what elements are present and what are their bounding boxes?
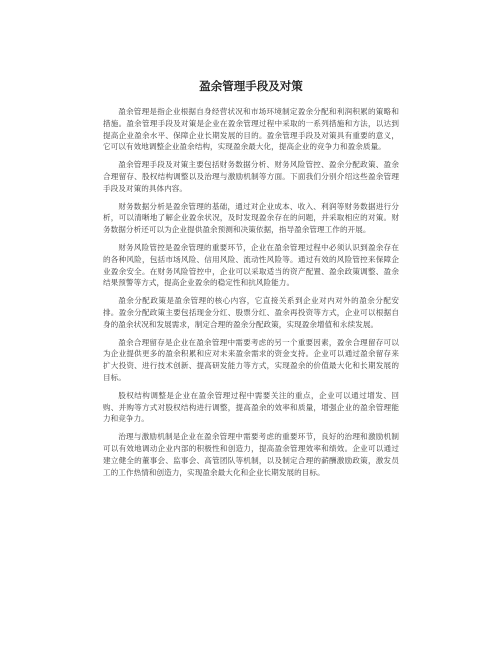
paragraph-5: 盈余分配政策是盈余管理的核心内容，它直接关系到企业对内对外的盈余分配安排。盈余分配政策主要包括现金分红、股票分红、盈余再投资等方式，企业可以根据自身的盈余状况和发展需求，制定合理的盈余分配政策，实现盈余增值和永续发展。 [103, 296, 399, 329]
document-title: 盈余管理手段及对策 [199, 79, 303, 93]
paragraph-8: 治理与激励机制是企业在盈余管理中需要考虑的重要环节，良好的治理和激励机制可以有效地调动企业内部的积极性和创造力，提高盈余管理效率和绩效。企业可以通过建立健全的董事会、监事会、高管团队等机制，以及制定合理的薪酬激励政策，激发员工的工作热情和创造力，实现盈余最大化和企业长期发展的目标。 [103, 432, 399, 477]
paragraph-4: 财务风险管控是盈余管理的重要环节，企业在盈余管理过程中必须认识到盈余存在的各种风险，包括市场风险、信用风险、流动性风险等。通过有效的风险管控来保障企业盈余安全。在财务风险管控中，企业可以采取适当的资产配置、盈余政策调整、盈余结果预警等方式，提高企业盈余的稳定性和抗风险能力。 [103, 242, 399, 288]
paragraph-7: 股权结构调整是企业在盈余管理过程中需要关注的重点，企业可以通过增发、回购、并购等方式对股权结构进行调整，提高盈余的效率和质量，增强企业的盈余管理能力和竞争力。 [103, 390, 399, 424]
paragraph-6: 盈余合理留存是企业在盈余管理中需要考虑的另一个重要因素，盈余合理留存可以为企业提供更多的盈余积累和应对未来盈余需求的资金支持。企业可以通过盈余留存来扩大投资、进行技术创新、提高研发能力等方式，实现盈余的价值最大化和长期发展的目标。 [103, 337, 399, 382]
paragraph-3: 财务数据分析是盈余管理的基础，通过对企业成本、收入、利润等财务数据进行分析，可以清晰地了解企业盈余状况，及时发现盈余存在的问题，并采取相应的对策。财务数据分析还可以为企业提供盈余预测和决策依据，指导盈余管理工作的开展。 [103, 201, 399, 235]
paragraph-1: 盈余管理是指企业根据自身经营状况和市场环境制定盈余分配和利润积累的策略和措施。盈余管理手段及对策是企业在盈余管理过程中采取的一系列措施和方法，以达到提高企业盈余水平、保障企业长期发展的目的。盈余管理手段及对策具有重要的意义，它可以有效地调整企业盈余结构，实现盈余最大化，提高企业的竞争力和盈余质量。 [103, 107, 399, 152]
paragraph-2: 盈余管理手段及对策主要包括财务数据分析、财务风险管控、盈余分配政策、盈余合理留存、股权结构调整以及治理与激励机制等方面。下面我们分别介绍这些盈余管理手段及对策的具体内容。 [103, 160, 399, 193]
